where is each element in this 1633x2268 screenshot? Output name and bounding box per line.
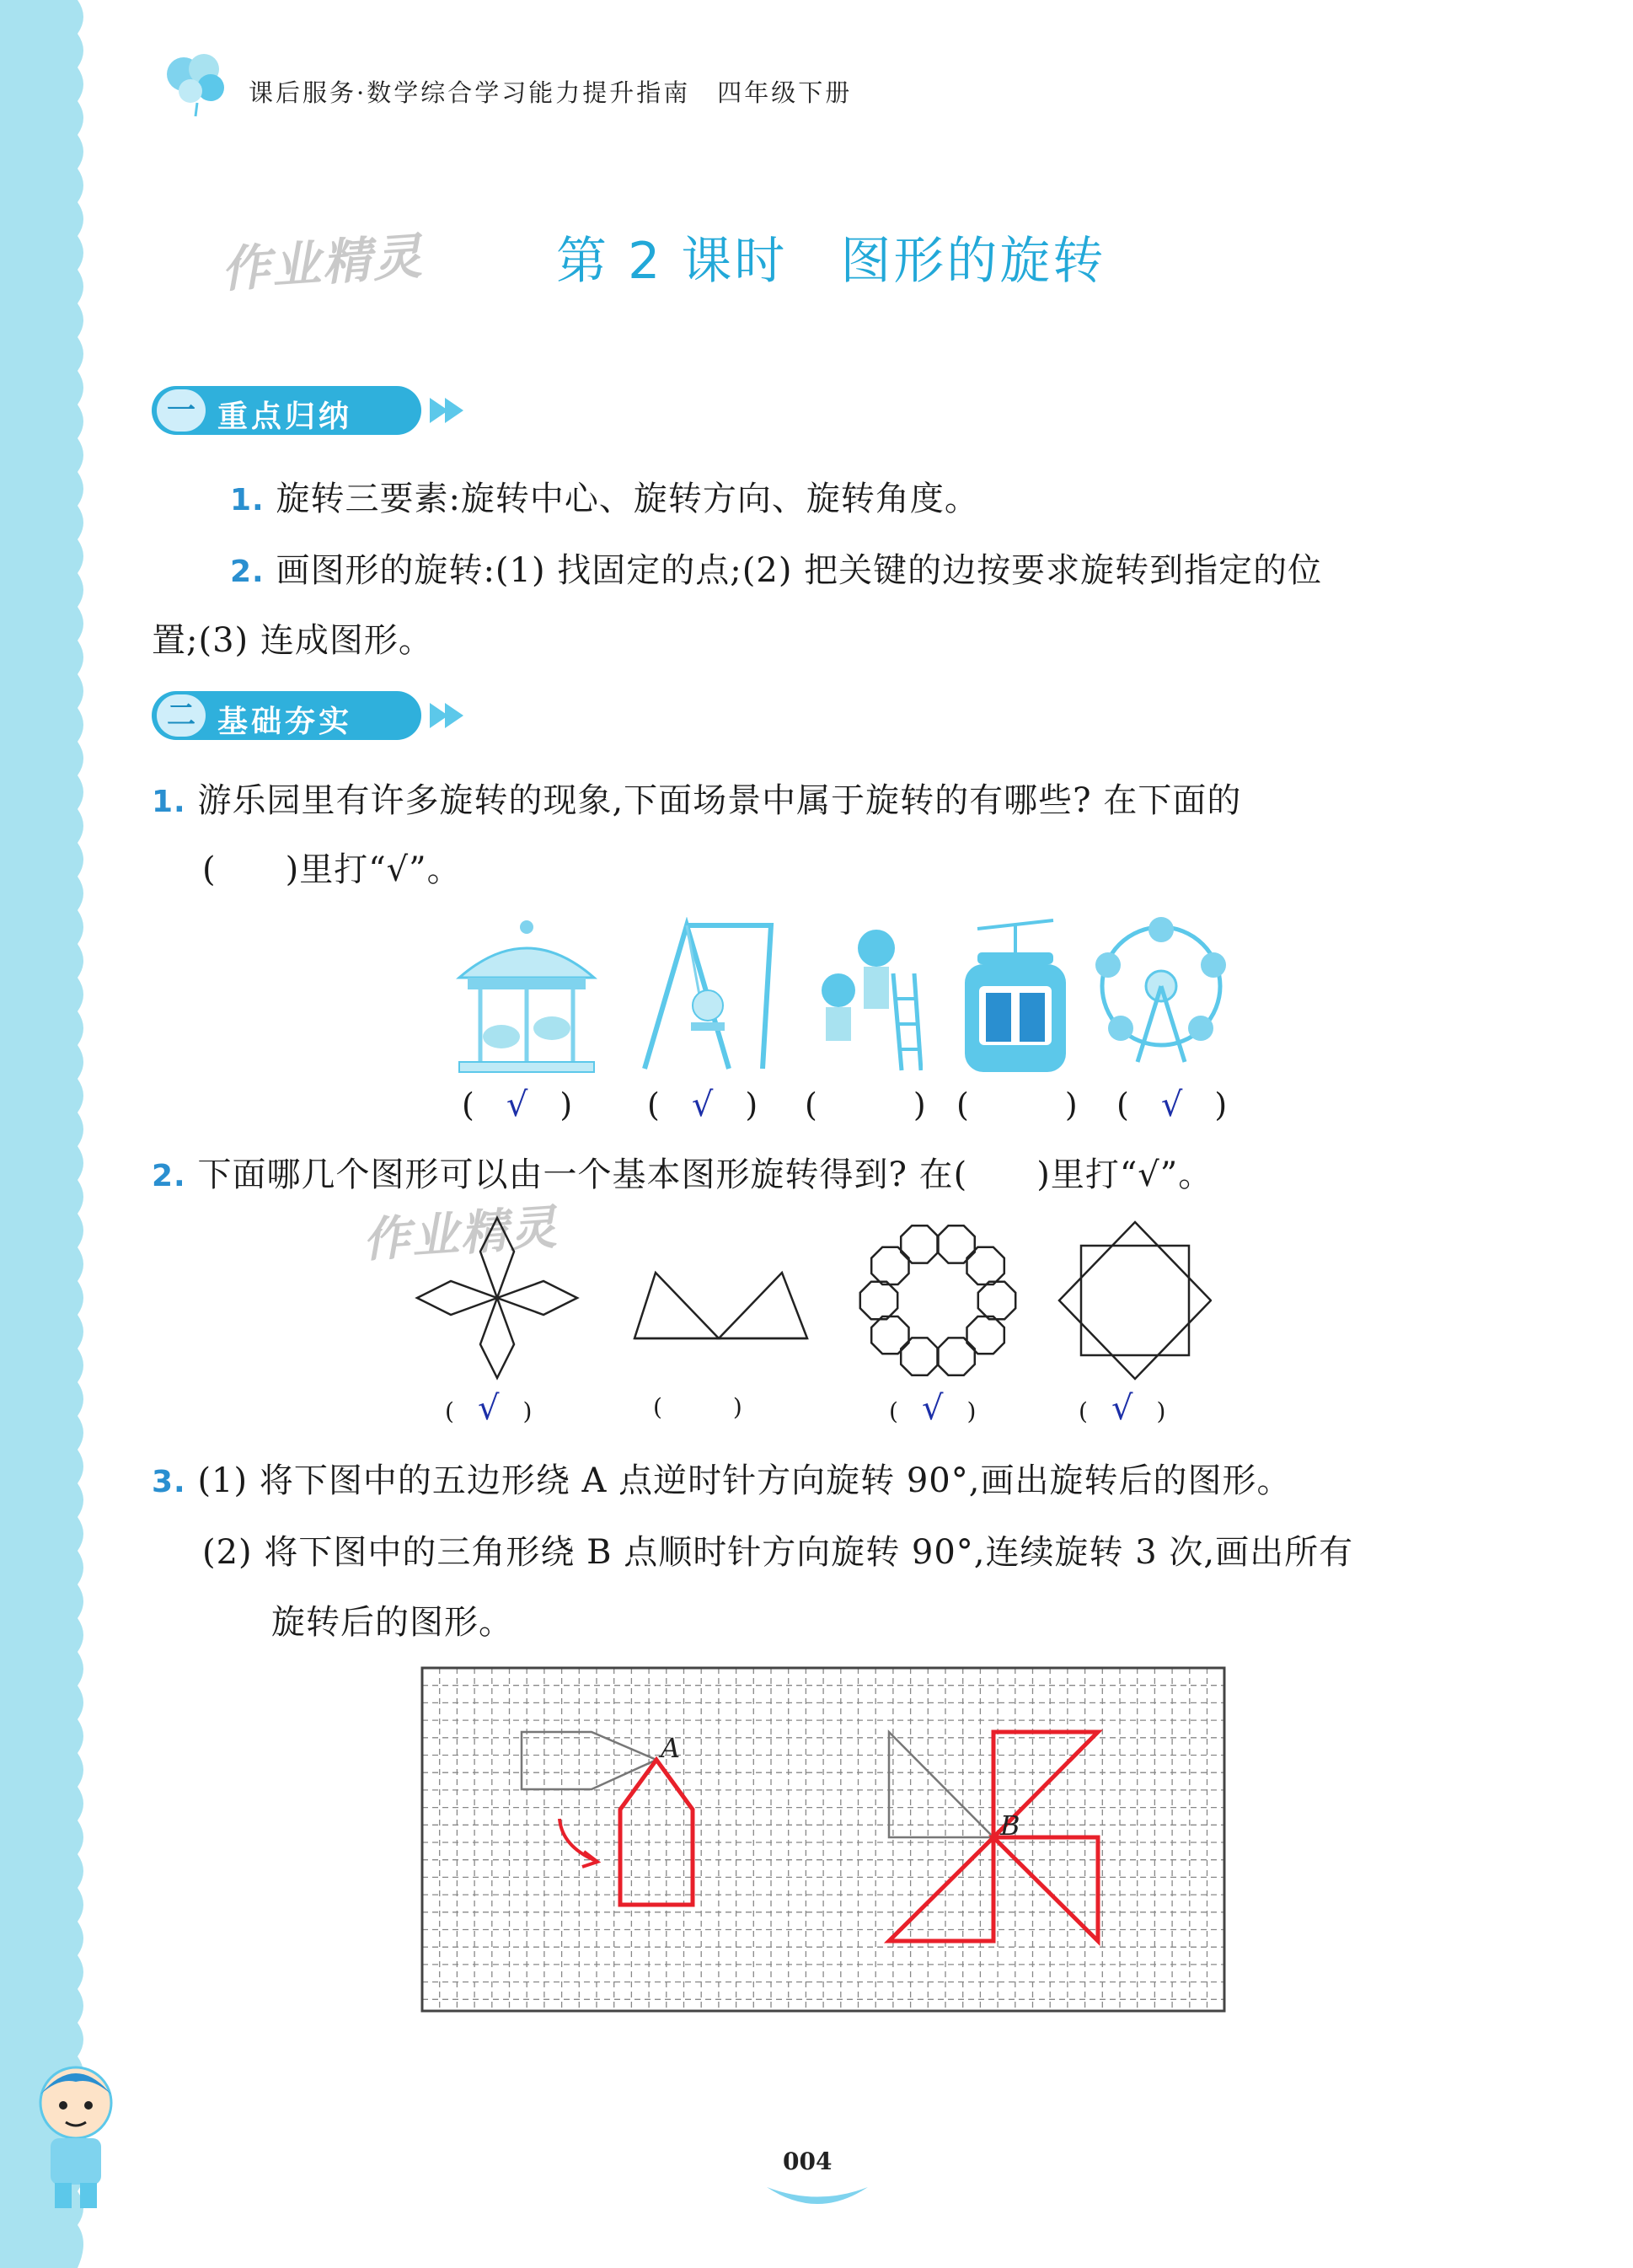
question-text: 游乐园里有许多旋转的现象,下面场景中属于旋转的有哪些? 在下面的 — [197, 781, 1242, 820]
octagon — [860, 1282, 897, 1319]
q2-answer-1: ( √ ) — [445, 1389, 533, 1428]
question-number: 1. — [152, 785, 186, 819]
item-number: 2. — [230, 555, 265, 589]
q1-answer-2: ( √ ) — [647, 1086, 758, 1124]
watermark: 作业精灵 — [219, 227, 426, 299]
summary-item-2 — [230, 544, 1322, 592]
question-number: 2. — [152, 1159, 186, 1193]
slide-kids-icon — [813, 923, 923, 1075]
octagon — [901, 1338, 938, 1375]
q1-answer-3: ( ) — [805, 1086, 926, 1123]
sidebar-wavy-edge — [78, 0, 96, 2268]
section-number: 一 — [157, 389, 206, 432]
question-number: 3. — [152, 1465, 186, 1499]
point-a-label: A — [661, 1732, 681, 1764]
section-label: 基础夯实 — [217, 705, 353, 739]
octagon — [978, 1282, 1015, 1319]
octagon — [901, 1225, 938, 1263]
section-number: 二 — [157, 694, 206, 737]
question-2 — [152, 1148, 1213, 1196]
question-text: 下面哪几个图形可以由一个基本图形旋转得到? 在( )里打“√”。 — [197, 1155, 1213, 1194]
header-balloon-icon — [160, 51, 236, 118]
page-number: 004 — [783, 2147, 833, 2175]
watermark: 作业精灵 — [361, 1199, 560, 1269]
q2-answer-3: ( √ ) — [889, 1389, 977, 1428]
question-3-part-2-cont: 旋转后的图形。 — [271, 1603, 513, 1642]
octagon — [967, 1247, 1004, 1284]
question-1 — [152, 774, 1241, 822]
grid-lines — [422, 1668, 1224, 2011]
eight-point-star-figure — [1056, 1220, 1212, 1381]
header-text: 课后服务·数学综合学习能力提升指南 四年级下册 — [249, 78, 853, 107]
swing-icon — [628, 917, 779, 1077]
q1-answer-1: ( √ ) — [462, 1086, 573, 1124]
item-text: 画图形的旋转:(1) 找固定的点;(2) 把关键的边按要求旋转到指定的位 — [276, 551, 1323, 590]
two-triangles-figure — [630, 1264, 811, 1344]
q1-answer-4: ( ) — [956, 1086, 1078, 1123]
item-text: 旋转三要素:旋转中心、旋转方向、旋转角度。 — [276, 480, 979, 518]
boy-mascot-icon — [17, 2056, 135, 2217]
point-b-label: B — [1000, 1810, 1020, 1842]
section-header-basics — [152, 691, 489, 740]
rotated-triangle-2 — [993, 1837, 1098, 1941]
original-pentagon — [522, 1732, 656, 1789]
four-rhombus-figure — [413, 1214, 581, 1382]
octagon — [938, 1338, 975, 1375]
octagon — [871, 1247, 908, 1284]
rotation-grid — [419, 1665, 1228, 2014]
question-3-part-2: (2) 将下图中的三角形绕 B 点顺时针方向旋转 90°,连续旋转 3 次,画出所有 — [202, 1533, 1354, 1572]
carousel-icon — [451, 910, 602, 1079]
octagon — [967, 1316, 1004, 1354]
item-number: 1. — [230, 483, 265, 517]
q2-answer-4: ( √ ) — [1079, 1389, 1166, 1428]
arrow-icon — [445, 703, 463, 728]
octagon — [871, 1316, 908, 1354]
question-3 — [152, 1454, 1291, 1502]
ferris-wheel-icon — [1087, 914, 1234, 1070]
summary-item-1 — [230, 472, 979, 520]
q1-answer-5: ( √ ) — [1116, 1086, 1228, 1124]
question-1-cont: ( )里打“√”。 — [202, 850, 462, 889]
original-triangle — [889, 1732, 993, 1837]
arrow-icon — [445, 398, 463, 423]
left-sidebar-band — [0, 0, 78, 2268]
section-header-summary — [152, 386, 489, 435]
page-title: 第 2 课时 图形的旋转 — [556, 232, 1106, 291]
ring-of-octagons-figure — [858, 1220, 1018, 1381]
summary-item-2-cont: 置;(3) 连成图形。 — [152, 621, 433, 660]
octagon — [938, 1225, 975, 1263]
question-text: (1) 将下图中的五边形绕 A 点逆时针方向旋转 90°,画出旋转后的图形。 — [197, 1461, 1292, 1500]
page-number-swoosh — [763, 2183, 872, 2213]
q2-answer-2: ( ) — [653, 1393, 742, 1421]
rotated-triangle-3 — [889, 1837, 993, 1941]
section-label: 重点归纳 — [217, 399, 353, 434]
cable-car-icon — [961, 919, 1070, 1079]
